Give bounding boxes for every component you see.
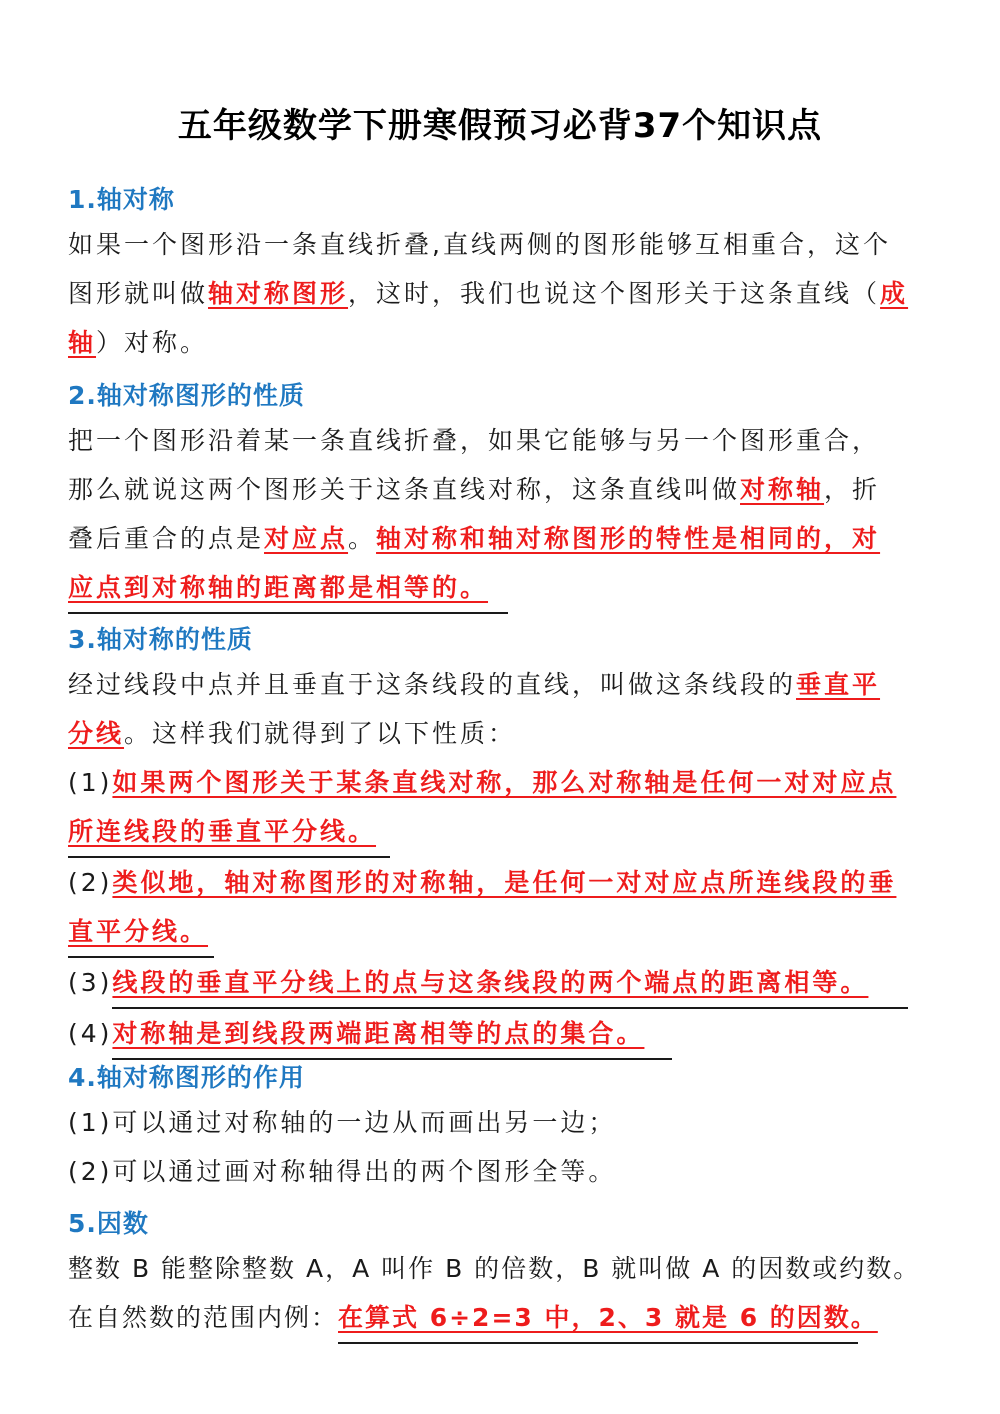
page-title: 五年级数学下册寒假预习必背37个知识点 bbox=[177, 106, 823, 146]
key-statement: 应点到对称轴的距离都是相等的。 bbox=[68, 563, 508, 614]
text-line: 整数 B 能整除整数 A，A 叫作 B 的倍数，B 就叫做 A 的因数或约数。 bbox=[68, 1254, 921, 1283]
text-line: (1)如果两个图形关于某条直线对称，那么对称轴是任何一对对应点 bbox=[68, 768, 897, 797]
key-statement: 所连线段的垂直平分线。 bbox=[68, 807, 390, 858]
section-heading-1: 1.轴对称 bbox=[68, 185, 175, 214]
text-line bbox=[68, 907, 948, 958]
text-line bbox=[68, 807, 948, 858]
section-body-5 bbox=[68, 1244, 948, 1344]
key-statement: 如果两个图形关于某条直线对称，那么对称轴是任何一对对应点 bbox=[112, 768, 897, 797]
text-line: 那么就说这两个图形关于这条直线对称，这条直线叫做对称轴，折 bbox=[68, 475, 881, 504]
text-line: 叠后重合的点是对应点。轴对称和轴对称图形的特性是相同的，对 bbox=[68, 524, 881, 553]
key-statement: 类似地，轴对称图形的对称轴，是任何一对对应点所连线段的垂 bbox=[112, 868, 897, 897]
key-statement: 对称轴是到线段两端距离相等的点的集合。 bbox=[112, 1009, 672, 1060]
key-term: 对称轴 bbox=[740, 475, 825, 504]
key-term: 对应点 bbox=[264, 524, 349, 553]
key-term: 垂直平 bbox=[796, 670, 881, 699]
key-term: 轴对称图形 bbox=[208, 279, 349, 308]
text-line: (4)对称轴是到线段两端距离相等的点的集合。 bbox=[68, 1009, 948, 1060]
section-body-3 bbox=[68, 660, 948, 1060]
section-body-4 bbox=[68, 1098, 948, 1196]
text-line: 分线。这样我们就得到了以下性质： bbox=[68, 719, 517, 748]
text-line: 轴）对称。 bbox=[68, 328, 209, 357]
key-statement: 直平分线。 bbox=[68, 907, 214, 958]
section-heading-3: 3.轴对称的性质 bbox=[68, 625, 253, 654]
text-line: (2)类似地，轴对称图形的对称轴，是任何一对对应点所连线段的垂 bbox=[68, 868, 897, 897]
key-term: 成 bbox=[880, 279, 909, 308]
text-line: (1)可以通过对称轴的一边从而画出另一边； bbox=[68, 1108, 617, 1137]
text-line: 如果一个图形沿一条直线折叠,直线两侧的图形能够互相重合，这个 bbox=[68, 230, 891, 259]
key-term: 分线 bbox=[68, 719, 125, 748]
section-heading-4: 4.轴对称图形的作用 bbox=[68, 1063, 305, 1092]
text-line: (2)可以通过画对称轴得出的两个图形全等。 bbox=[68, 1157, 617, 1186]
text-line: 在自然数的范围内例：在算式 6÷2=3 中，2、3 就是 6 的因数。 bbox=[68, 1293, 948, 1344]
section-body-2 bbox=[68, 416, 948, 614]
key-statement: 轴对称和轴对称图形的特性是相同的，对 bbox=[376, 524, 881, 553]
text-line: (3)线段的垂直平分线上的点与这条线段的两个端点的距离相等。 bbox=[68, 958, 948, 1009]
section-heading-5: 5.因数 bbox=[68, 1209, 149, 1238]
text-line: 图形就叫做轴对称图形，这时，我们也说这个图形关于这条直线（成 bbox=[68, 279, 909, 308]
key-term: 轴 bbox=[68, 328, 97, 357]
text-line: 把一个图形沿着某一条直线折叠，如果它能够与另一个图形重合， bbox=[68, 426, 881, 455]
key-statement: 线段的垂直平分线上的点与这条线段的两个端点的距离相等。 bbox=[112, 958, 908, 1009]
section-heading-2: 2.轴对称图形的性质 bbox=[68, 381, 305, 410]
text-line bbox=[68, 563, 948, 614]
key-statement: 在算式 6÷2=3 中，2、3 就是 6 的因数。 bbox=[338, 1293, 858, 1344]
text-line: 经过线段中点并且垂直于这条线段的直线，叫做这条线段的垂直平 bbox=[68, 670, 881, 699]
section-body-1 bbox=[68, 220, 948, 367]
